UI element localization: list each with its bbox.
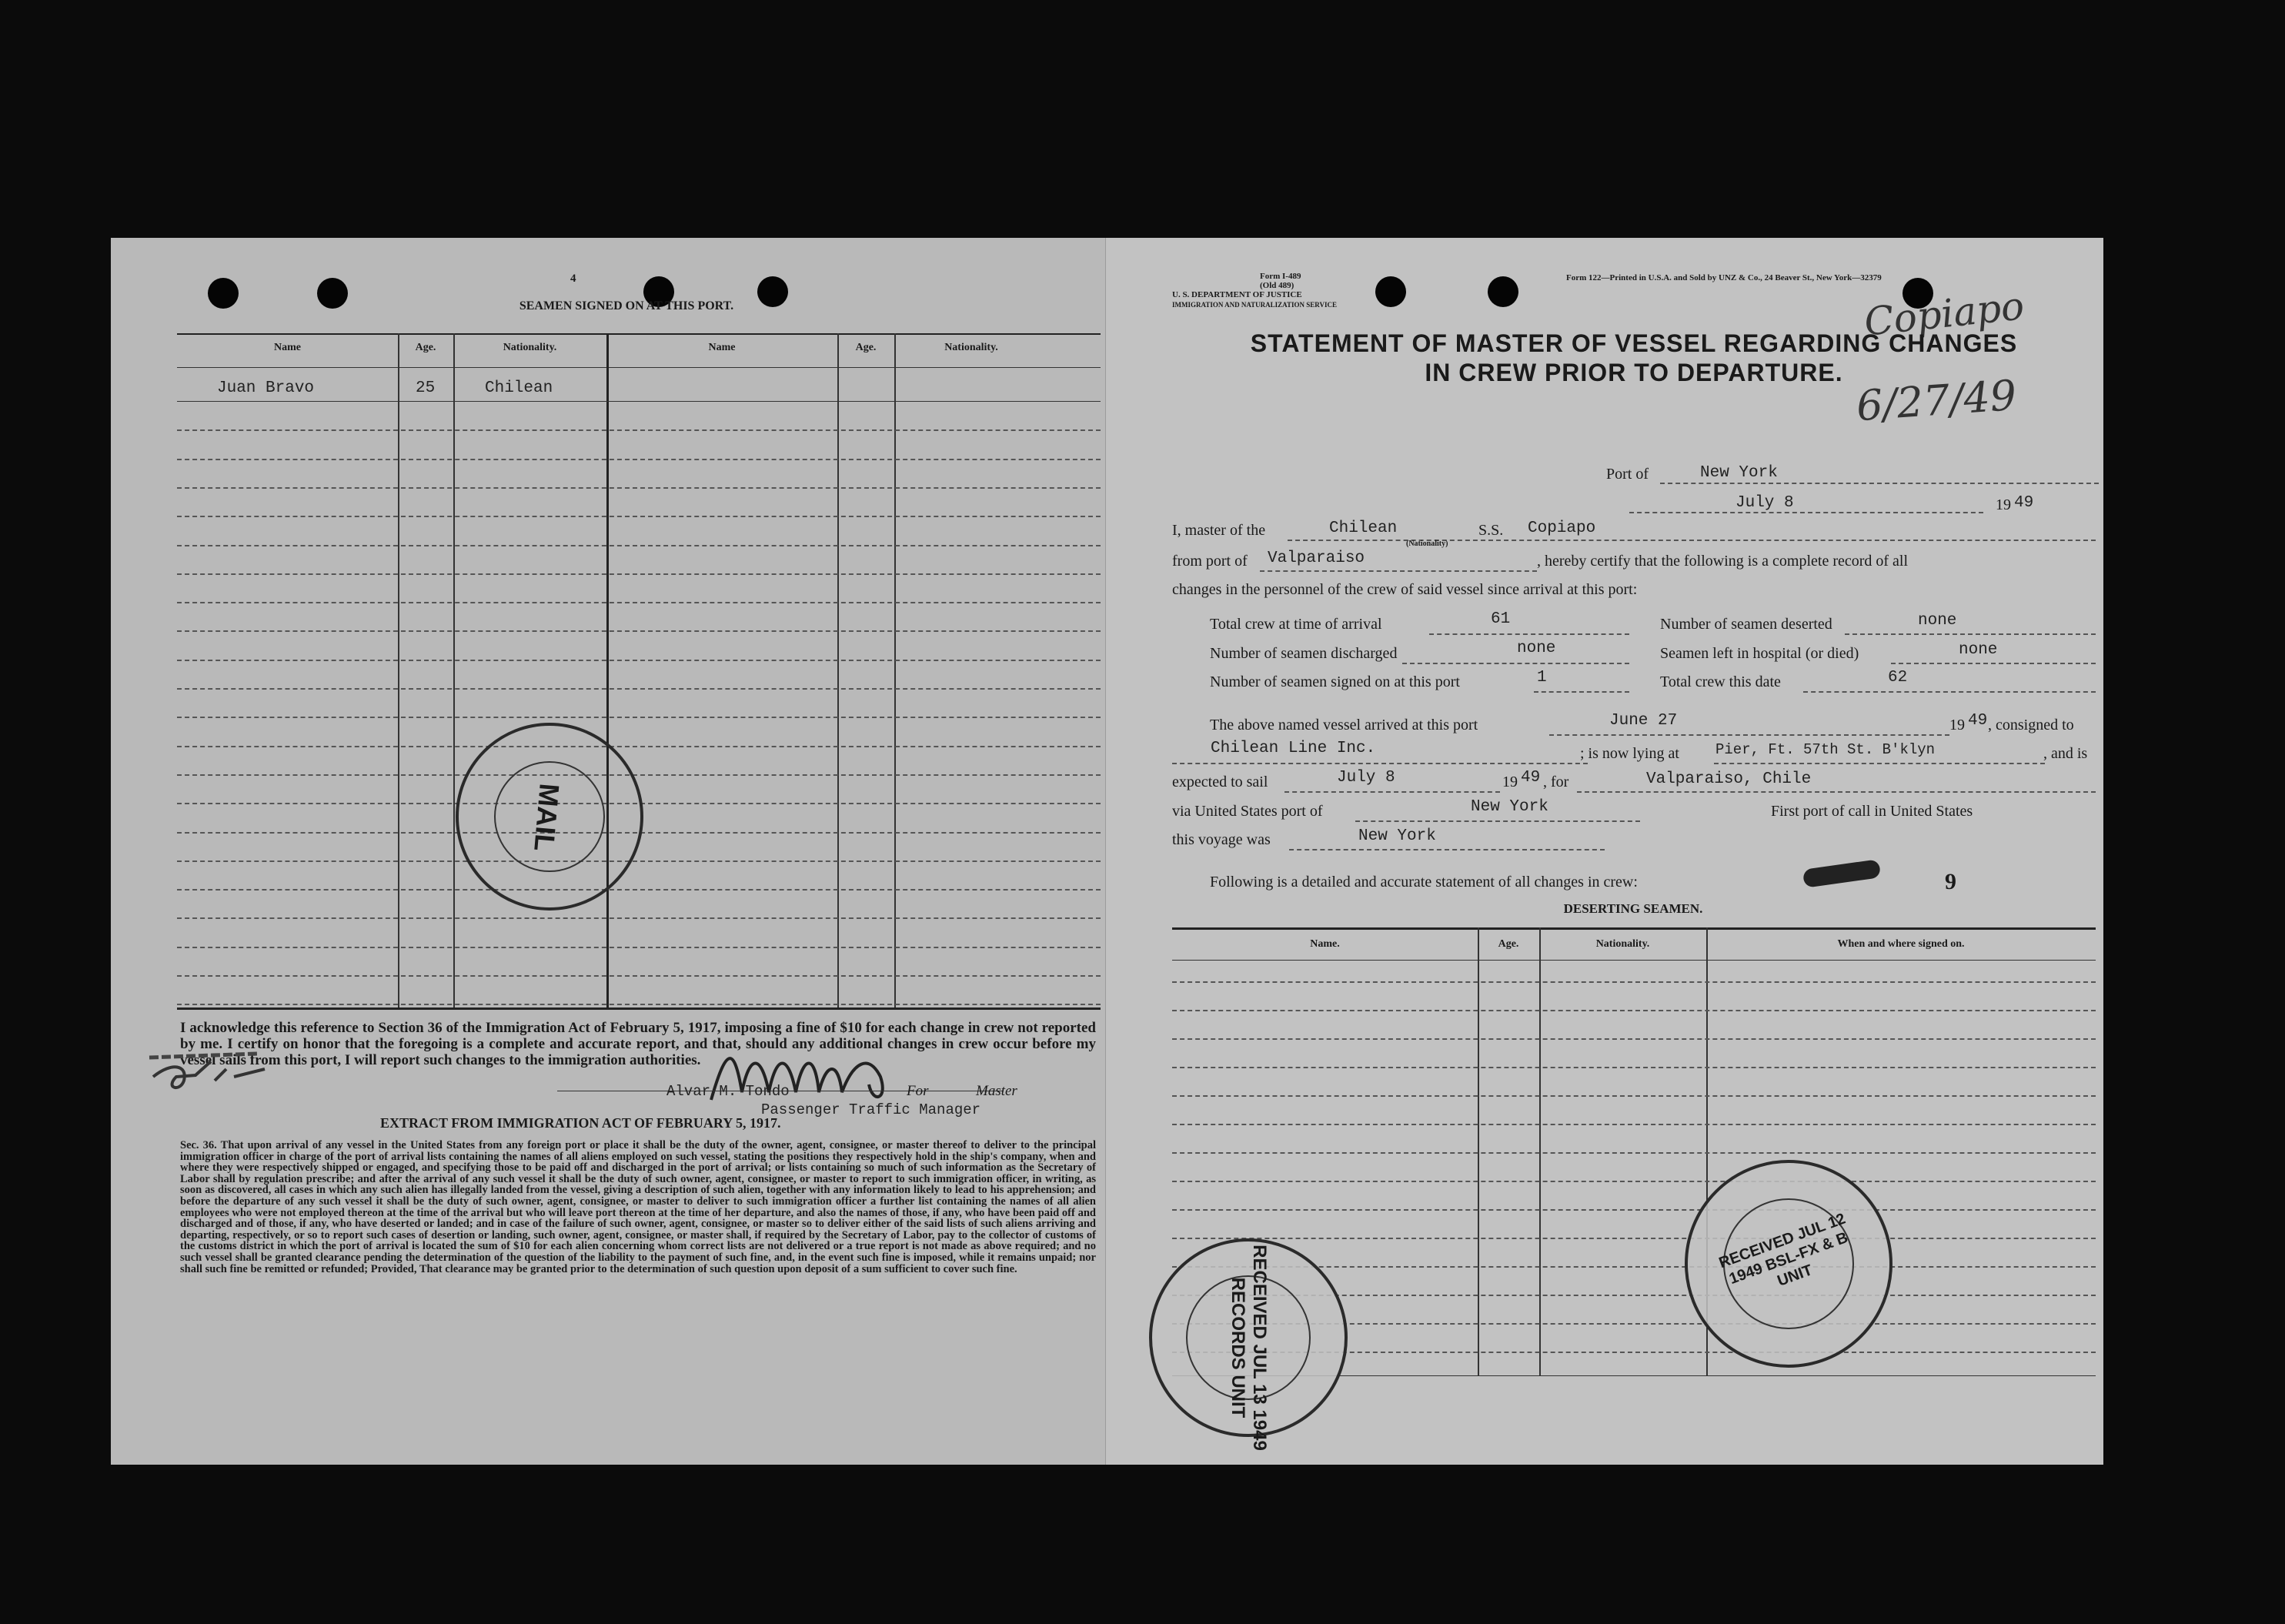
- sail-date-value: July 8: [1337, 769, 1395, 787]
- expected-label: expected to sail: [1172, 774, 1268, 790]
- discharged-label: Number of seamen discharged: [1210, 645, 1398, 662]
- total-crew-date-value: 62: [1888, 669, 1908, 687]
- col-header-name: Name: [708, 342, 736, 353]
- ss-label: S.S.: [1478, 522, 1504, 539]
- sail-year-prefix: 19: [1502, 774, 1518, 790]
- row-rule: [177, 487, 1101, 489]
- row-rule: [1172, 1209, 2096, 1211]
- mail-stamp: MAIL: [456, 723, 643, 911]
- extract-title: EXTRACT FROM IMMIGRATION ACT OF FEBRUARY 5, 1917.: [380, 1115, 781, 1131]
- col-header-name: Name.: [1310, 938, 1340, 950]
- row-rule: [177, 429, 1101, 431]
- punch-hole: [1488, 276, 1518, 307]
- row-rule: [177, 602, 1101, 603]
- master-label: I, master of the: [1172, 522, 1266, 539]
- row-rule: [1172, 1152, 2096, 1154]
- col-header-signed-on: When and where signed on.: [1837, 938, 1965, 950]
- row-rule: [177, 401, 1101, 402]
- row-rule: [1172, 1181, 2096, 1182]
- row-rule: [177, 688, 1101, 690]
- deserting-title: DESERTING SEAMEN.: [1563, 901, 1703, 916]
- row-rule: [177, 516, 1101, 517]
- row-rule: [177, 1004, 1101, 1005]
- voyage-label: this voyage was: [1172, 831, 1271, 848]
- received-stamp-records: RECEIVED JUL 13 1949 RECORDS UNIT: [1149, 1238, 1348, 1437]
- hospital-value: none: [1959, 641, 1998, 659]
- consigned-text: , consigned to: [1988, 717, 2074, 733]
- handwritten-date: 6/27/49: [1855, 370, 2019, 431]
- printer-line: Form 122—Printed in U.S.A. and Sold by UNZ & Co., 24 Beaver St., New York—32379: [1566, 273, 1882, 282]
- col-header-age: Age.: [415, 342, 436, 353]
- page-number: 4: [570, 272, 576, 285]
- row-rule: [177, 947, 1101, 948]
- for-label: , for: [1543, 774, 1569, 790]
- vessel-value: Copiapo: [1528, 520, 1596, 537]
- total-crew-arrival-label: Total crew at time of arrival: [1210, 616, 1382, 633]
- row-rule: [177, 917, 1101, 919]
- row-rule: [177, 860, 1101, 862]
- nationality-value: Chilean: [1329, 520, 1398, 537]
- crew-nationality: Chilean: [485, 379, 553, 397]
- crew-name: Juan Bravo: [217, 379, 315, 397]
- row-rule: [1172, 1124, 2096, 1125]
- col-header-nationality: Nationality.: [944, 342, 998, 353]
- following-text: Following is a detailed and accurate statement of all changes in crew:: [1210, 874, 1638, 891]
- date-value: July 8: [1735, 494, 1794, 512]
- total-crew-date-label: Total crew this date: [1660, 673, 1781, 690]
- crew-age: 25: [416, 379, 436, 397]
- row-rule: [177, 459, 1101, 460]
- from-port-label: from port of: [1172, 553, 1248, 570]
- arrived-year-prefix: 19: [1949, 717, 1965, 733]
- right-page: [1106, 238, 2103, 1465]
- department: U. S. DEPARTMENT OF JUSTICE: [1172, 290, 1302, 299]
- deserted-value: none: [1918, 612, 1957, 630]
- from-port-value: Valparaiso: [1268, 550, 1365, 567]
- row-rule: [1172, 1010, 2096, 1011]
- left-page: [111, 238, 1110, 1465]
- signer-role: Master: [976, 1083, 1017, 1099]
- signer-name: Alvar M. Tondo: [666, 1083, 790, 1100]
- row-rule: [1172, 981, 2096, 983]
- row-rule: [177, 746, 1101, 747]
- row-rule: [177, 630, 1101, 632]
- discharged-value: none: [1517, 640, 1556, 657]
- via-value: New York: [1471, 798, 1548, 816]
- row-rule: [177, 717, 1101, 718]
- section-36-text: Sec. 36. That upon arrival of any vessel in the United States from any foreign port or place it shall be the duty of the owner, agent, consignee, or master thereof to deliver to the principal immigration officer in charge of the port of arrival lists containing the names of all aliens employed on such vessel, stating the positions they respectively hold in the ship's company, when and where they were respectively shipped or engaged, and specifying those to be paid off and discharged in the port of arrival; or lists containing so much of such information as the Secretary of Labor shall by regulation prescribe; and after the arrival of any such vessel it shall be the duty of such owner, agent, consignee, or master to report to such immigration officer, in writing, as soon as discovered, all cases in which any such alien has illegally landed from the vessel, giving a description of such alien, together with any information likely to lead to his apprehension; and before the departure of any such vessel it shall be the duty of such owner, agent, consignee, or master to deliver to such immigration officer a further list containing the names of all alien employees who were not employed thereon at the time of the arrival but who will leave port thereon at the time of her departure, and also the names of those, if any, who have been paid off and discharged and of those, if any, who have deserted or landed; and in case of the failure of such owner, agent, consignee, or master so to deliver either of the said lists of such aliens arriving and departing, respectively, or so to report such cases of desertion or landing, such owner, agent, consignee, or master shall, if required by the Secretary of Labor, pay to the collector of customs of the customs district in which the port of arrival is located the sum of $10 for each alien concerning whom correct lists are not delivered or a true report is not made as above required; and no such vessel shall be granted clearance pending the determination of the question of the liability to the payment of such fine, and, in the event such fine is imposed, while it remains unpaid; nor shall such fine be remitted or refunded; Provided, That clearance may be granted prior to the determination of such question upon deposit of a sum sufficient to cover such fine.: [180, 1139, 1096, 1275]
- row-rule: [1172, 1067, 2096, 1068]
- approval-stamp: [142, 1046, 288, 1100]
- row-rule: [177, 573, 1101, 575]
- punch-hole: [317, 278, 348, 309]
- row-rule: [1172, 1238, 2096, 1239]
- row-rule: [177, 889, 1101, 891]
- first-port-text: First port of call in United States: [1771, 803, 1973, 820]
- row-rule: [177, 545, 1101, 546]
- destination-value: Valparaiso, Chile: [1646, 770, 1812, 788]
- form-number: Form I-489: [1260, 272, 1301, 281]
- arrived-value: June 27: [1609, 712, 1678, 730]
- col-header-age: Age.: [855, 342, 877, 353]
- certify-text: , hereby certify that the following is a complete record of all: [1537, 553, 1909, 570]
- lying-text: ; is now lying at: [1580, 745, 1679, 762]
- changes-text: changes in the personnel of the crew of said vessel since arrival at this port:: [1172, 581, 1638, 598]
- punch-hole: [208, 278, 239, 309]
- signer-title: Passenger Traffic Manager: [761, 1101, 981, 1118]
- acknowledgment-text: I acknowledge this reference to Section 36 of the Immigration Act of February 5, 1917, imposing a fine of $10 for each change in crew not reported by me. I certify on honor that the foregoing is a complete and accurate report, and that, should any additional changes in crew occur before my vessel sails from this port, I will report such changes to the immigration authorities.: [180, 1020, 1096, 1068]
- row-rule: [1172, 1095, 2096, 1097]
- total-crew-arrival-value: 61: [1491, 610, 1511, 628]
- pier-value: Pier, Ft. 57th St. B'klyn: [1715, 741, 1936, 758]
- received-stamp-bsl: RECEIVED JUL 12 1949 BSL-FX & B UNIT: [1685, 1160, 1892, 1368]
- port-label: Port of: [1606, 466, 1649, 483]
- signer-for: For: [907, 1083, 929, 1099]
- arrived-year: 49: [1968, 712, 1988, 730]
- service: IMMIGRATION AND NATURALIZATION SERVICE: [1172, 301, 1337, 309]
- row-rule: [1172, 1038, 2096, 1040]
- and-is-text: , and is: [2043, 745, 2088, 762]
- col-header-name: Name: [274, 342, 301, 353]
- handwritten-ship-name: Copiapo: [1862, 283, 2026, 345]
- deserted-label: Number of seamen deserted: [1660, 616, 1832, 633]
- sail-year: 49: [1521, 769, 1541, 787]
- year-value: 49: [2014, 494, 2034, 512]
- form-title: STATEMENT OF MASTER OF VESSEL REGARDING CHANGES IN CREW PRIOR TO DEPARTURE.: [1250, 329, 2018, 386]
- row-rule: [177, 774, 1101, 776]
- hospital-label: Seamen left in hospital (or died): [1660, 645, 1859, 662]
- col-header-nationality: Nationality.: [1595, 938, 1650, 950]
- changes-count: 9: [1945, 869, 1956, 894]
- col-header-nationality: Nationality.: [503, 342, 557, 353]
- left-title: SEAMEN SIGNED ON AT THIS PORT.: [519, 299, 734, 312]
- arrived-text: The above named vessel arrived at this port: [1210, 717, 1478, 733]
- form-old-number: (Old 489): [1260, 281, 1294, 290]
- year-prefix: 19: [1996, 496, 2011, 513]
- via-label: via United States port of: [1172, 803, 1323, 820]
- consignee-value: Chilean Line Inc.: [1211, 740, 1376, 757]
- port-value: New York: [1700, 464, 1778, 482]
- punch-hole: [1375, 276, 1406, 307]
- col-header-age: Age.: [1498, 938, 1519, 950]
- signed-on-value: 1: [1537, 669, 1547, 687]
- nationality-caption: (Nationality): [1406, 540, 1448, 548]
- row-rule: [177, 975, 1101, 977]
- signed-on-label: Number of seamen signed on at this port: [1210, 673, 1460, 690]
- row-rule: [177, 660, 1101, 661]
- scribbled-out-mark: [1802, 859, 1881, 888]
- voyage-value: New York: [1358, 827, 1436, 845]
